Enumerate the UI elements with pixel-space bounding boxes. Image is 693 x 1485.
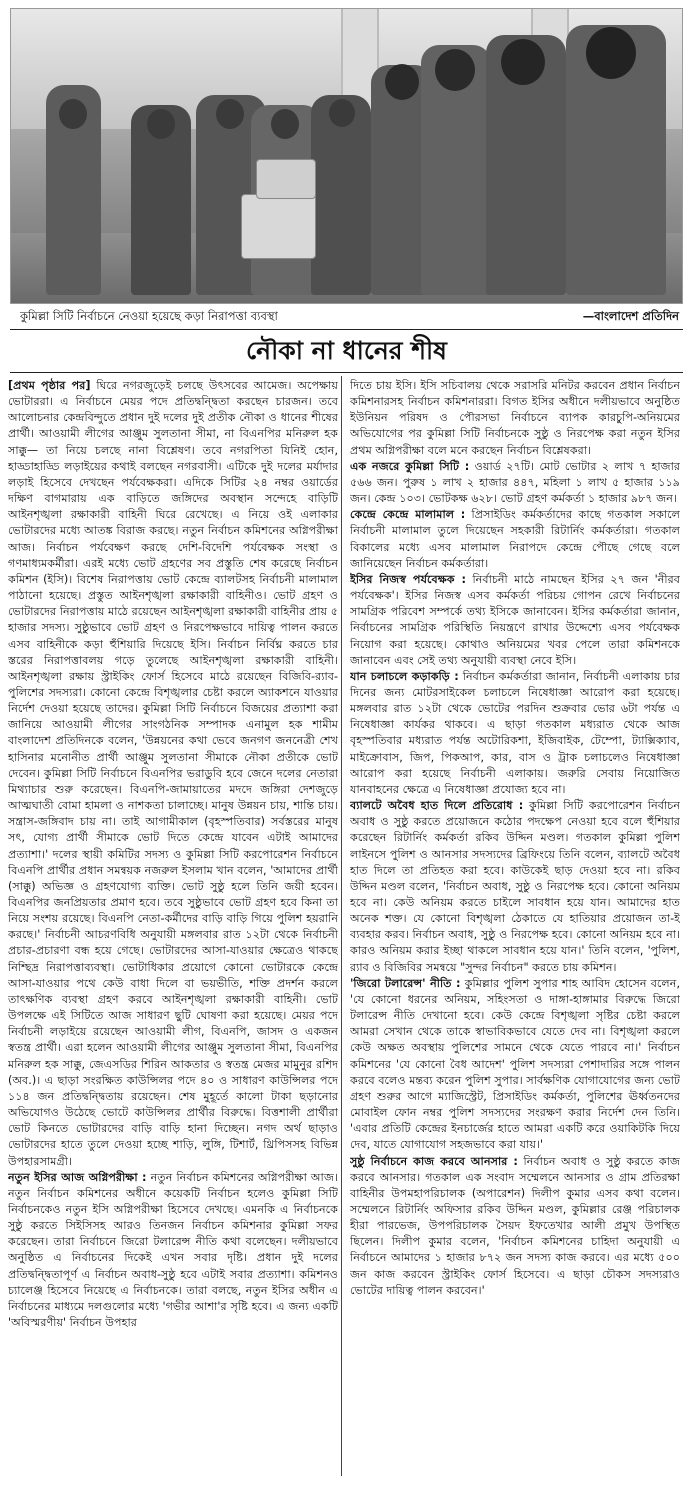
paragraph-text: প্রিসাইডিং কর্মকর্তাদের কাছে গতকাল সকালে নির্বাচনী মালামাল তুলে দিয়েছেন সহকারী রিটার্নিং কর্মকর্তারা। গতকাল বিকালের মধ্যে এসব মালামাল নিরাপদে কেন্দ্রে পৌছে গেছে বলে জানিয়েছেন নির্বাচন কর্মকর্তারা। [350, 508, 680, 570]
paragraph-lead: এক নজরে কুমিল্লা সিটি : [350, 459, 470, 473]
photo-head [59, 99, 87, 129]
photo-caption: কুমিল্লা সিটি নির্বাচনে নেওয়া হয়েছে কড়া নিরাপত্তা ব্যবস্থা [20, 309, 278, 323]
paragraph [350, 1154, 680, 1299]
paragraph-text: দিতে চায় ইসি। ইসি সচিবালয় থেকে সরাসরি মনিটর করবেন প্রধান নির্বাচন কমিশনারসহ নির্বাচন কমিশনাররা। বিগত ইসির অধীনে দলীয়ভাবে অনুষ্ঠিত ইউনিয়ন পরিষদ ও পৌরসভা নির্বাচনে ব্যাপক কারচুপি-অনিয়মের অভিযোগের পর কুমিল্লা সিটি নির্বাচনকে সুষ্ঠু ও নিরপেক্ষ করা নতুন ইসির প্রথম অগ্নিপরীক্ষা বলে মনে করছেন নির্বাচন বিশ্লেষকরা। [350, 379, 680, 457]
photo-credit: —বাংলাদেশ প্রতিদিন [582, 309, 679, 323]
article-column-right [350, 378, 680, 1478]
article-column-left [8, 378, 338, 1478]
paragraph [350, 507, 680, 572]
photo-helmet [385, 64, 419, 100]
headline-rule [10, 372, 683, 373]
photo-ballot-box [256, 159, 316, 199]
paragraph-text: কুমিল্লার পুলিশ সুপার শাহ আবিদ হোসেন বলেন, 'যে কোনো ধরনের অনিয়ম, সহিংসতা ও দাঙ্গা-হাঙ্গামার বিরুদ্ধে জিরো টলারেন্স নীতি দেখানো হবে। কেউ কেন্দ্রে বিশৃঙ্খলা সৃষ্টির চেষ্টা করলে আমরা সেখান থেকে তাকে স্বাভাবিকভাবে যেতে দেব না। বিশৃঙ্খলা করলে কেউ অক্ষত অবস্থায় পুলিশের সামনে থেকে যেতে পারবে না।' নির্বাচন কমিশনের 'যে কোনো বৈধ আদেশ' পুলিশ সদস্যরা পেশাদারির সঙ্গে পালন করবে বলেও মন্তব্য করেন পুলিশ সুপার। সার্বক্ষণিক যোগাযোগের জন্য ভোট গ্রহণ শুরুর আগে ম্যাজিস্ট্রেট, প্রিসাইডিং কর্মকর্তা, পুলিশের ঊর্ধ্বতনদের মোবাইল ফোন নম্বর পুলিশ সদস্যদের সংরক্ষণ করার নির্দেশ দেন তিনি। 'এবার প্রতিটি কেন্দ্রের ইনচার্জের হাতে আমরা একটি করে ওয়াকিটকি দিয়ে দেব, যাতে যোগাযোগ সহজভাবে করা যায়।' [350, 976, 680, 1152]
paragraph-lead: যান চলাচলে কড়াকড়ি : [350, 669, 459, 683]
paragraph-lead: সুষ্ঠু নির্বাচনে কাজ করবে আনসার : [350, 1154, 518, 1168]
paragraph-lead: 'জিরো টলারেন্স' নীতি : [350, 976, 461, 990]
paragraph [350, 572, 680, 669]
paragraph-lead: ইসির নিজস্ব পর্যবেক্ষক : [350, 572, 466, 586]
news-photo [10, 8, 683, 304]
photo-helmet [435, 49, 475, 91]
paragraph-text: নতুন নির্বাচন কমিশনের অগ্নিপরীক্ষা আজ। নতুন নির্বাচন কমিশনের অধীনে কয়েকটি নির্বাচন হলেও কুমিল্লা সিটি নির্বাচনকেও নতুন ইসি অগ্নিপরীক্ষা হিসেবে দেখছে। এমনকি এ নির্বাচনকে সুষ্ঠু করতে সিইসিসহ আরও তিনজন নির্বাচন কমিশনার কুমিল্লা সফর করেছেন। তারা নির্বাচনে জিরো টলারেন্স নীতি কথা বলেছেন। দলীয়ভাবে অনুষ্ঠিত এ নির্বাচনের দিকেই এখন সবার দৃষ্টি। প্রধান দুই দলের প্রতিদ্বন্দ্বিতাপূর্ণ এ নির্বাচন অবাধ-সুষ্ঠু হবে এটাই সবার প্রত্যাশা। কমিশনও চ্যালেঞ্জ হিসেবে নিয়েছে এ নির্বাচনকে। তারা বলছে, নতুন ইসির অধীন এ নির্বাচনের মাধ্যমে দলগুলোর মধ্যে 'গভীর আশা'র সৃষ্টি হবে। এ জন্য একটি 'অবিস্মরণীয়' নির্বাচন উপহার [8, 1170, 338, 1330]
paragraph-text: ওয়ার্ড ২৭টি। মোট ভোটার ২ লাখ ৭ হাজার ৫৬৬ জন। পুরুষ ১ লাখ ২ হাজার ৪৪৭, মহিলা ১ লাখ ৫ হাজার ১১৯ জন। কেন্দ্র ১০৩। ভোটকক্ষ ৬২৮। ভোট গ্রহণ কর্মকর্তা ১ হাজার ৯৮৭ জন। [350, 459, 680, 506]
paragraph [8, 378, 338, 1170]
paragraph [350, 459, 680, 507]
photo-caption-row [10, 306, 683, 326]
paragraph-lead: কেন্দ্রে কেন্দ্রে মালামাল : [350, 508, 466, 522]
paragraph-lead: ব্যালটে অবৈধ হাত দিলে প্রতিরোধ : [350, 799, 524, 813]
paragraph-text: কুমিল্লা সিটি করপোরেশন নির্বাচন অবাধ ও সুষ্ঠু করতে প্রয়োজনে কঠোর পদক্ষেপ নেওয়া হবে বলে হুঁশিয়ার করেছেন রিটার্নিং কর্মকর্তা রকিব উদ্দিন মণ্ডল। গতকাল কুমিল্লা পুলিশ লাইনসে পুলিশ ও আনসার সদস্যদের ব্রিফিংয়ে তিনি বলেন, ব্যালটে অবৈধ হাত দিলে তা প্রতিহত করা হবে। কাউকেই ছাড় দেওয়া হবে না। রকিব উদ্দিন মণ্ডল বলেন, 'নির্বাচন অবাধ, সুষ্ঠু ও নিরপেক্ষ হবে। কোনো অনিয়ম হবে না। কেউ অনিয়ম করতে চাইলে সাবধান হয়ে যান। আমাদের হাত অনেক শক্ত। যে কোনো বিশৃঙ্খলা ঠেকাতে যে হাতিয়ার প্রয়োজন তা-ই ব্যবহার করব। নির্বাচন অবাধ, সুষ্ঠু ও নিরপেক্ষ হবে। কোনো অনিয়ম হবে না। কারও অনিয়ম করার ইচ্ছা থাকলে সাবধান হয়ে যান।' তিনি বলেন, 'পুলিশ, র‌্যাব ও বিজিবির সমন্বয়ে "সুন্দর নির্বাচন" করতে চায় কমিশন। [350, 799, 680, 974]
photo-helmet [586, 27, 636, 79]
paragraph-text: নির্বাচনী মাঠে নামছেন ইসির ২৭ জন 'নীরব পর্যবেক্ষক'। ইসির নিজস্ব এসব কর্মকর্তা পরিচয় গোপন রেখে নির্বাচনের সামগ্রিক পরিবেশ সম্পর্কে তথ্য ইসিকে জানাবেন। ইসির কর্মকর্তারা জানান, নির্বাচনের সামগ্রিক পরিস্থিতি নিয়ন্ত্রণে রাখার উদ্দেশ্যে এসব পর্যবেক্ষক নিয়োগ করা হয়েছে। কোথাও অনিয়মের খবর পেলে তারা কমিশনকে জানাবেন এবং সেই তথ্য অনুযায়ী ব্যবস্থা নেবে ইসি। [350, 572, 680, 667]
top-rule [10, 329, 683, 330]
paragraph [350, 378, 680, 459]
photo-head [271, 109, 299, 139]
photo-head [329, 99, 355, 127]
paragraph [350, 798, 680, 976]
column-divider [341, 376, 342, 1476]
paragraph-lead: [প্রথম পৃষ্ঠার পর] [8, 379, 91, 392]
paragraph [350, 669, 680, 798]
photo-helmet [501, 39, 545, 85]
paragraph-lead: নতুন ইসির আজ অগ্নিপরীক্ষা : [8, 1170, 147, 1184]
paragraph [350, 976, 680, 1154]
paragraph-text: ঘিরে নগরজুড়েই চলছে উৎসবের আমেজ। অপেক্ষায় ভোটাররা। এ নির্বাচনে মেয়র পদে প্রতিদ্বন্দ্বিতা করছেন চারজন। তবে আলোচনার কেন্দ্রবিন্দুতে প্রধান দুই দলের দুই প্রতীক নৌকা ও ধানের শীষের প্রার্থী। আওয়ামী লীগের আঞ্জুম সুলতানা সীমা, না বিএনপির মনিরুল হক সাক্কু— তা নিয়ে চলছে নানা বিশ্লেষণ। তবে নগরপিতা যিনিই হোন, হাড্ডাহাড্ডি লড়াইয়ের কথাই বলছেন নগরবাসী। এটিকে দুই দলের মর্যাদার লড়াই হিসেবে দেখছেন পর্যবেক্ষকরা। এদিকে সিটির ২৪ নম্বর ওয়ার্ডের দক্ষিণ বাগমারায় এক বাড়িতে জঙ্গিদের অবস্থান সন্দেহে বাড়িটি আইনশৃঙ্খলা রক্ষাকারী বাহিনী ঘিরে রেখেছে। এ নিয়ে ওই এলাকার ভোটারদের মধ্যে আতঙ্ক বিরাজ করছে। নতুন নির্বাচন কমিশনের অগ্নিপরীক্ষা আজ। নির্বাচন পর্যবেক্ষণ করছে দেশি-বিদেশি পর্যবেক্ষক সংস্থা ও গণমাধ্যমকর্মীরা। এরই মধ্যে ভোট গ্রহণের সব প্রস্তুতি শেষ করেছে নির্বাচন কমিশন (ইসি)। বিশেষ নিরাপত্তায় ভোট কেন্দ্রে ব্যালটসহ নির্বাচনী মালামাল পাঠানো হয়েছে। প্রস্তুত আইনশৃঙ্খলা রক্ষাকারী বাহিনীও। ভোট গ্রহণ ও ভোটারদের নিরাপত্তায় মাঠে রয়েছেন আইনশৃঙ্খলা রক্ষাকারী বাহিনীর প্রায় ৫ হাজার সদস্য। সুষ্ঠুভাবে ভোট গ্রহণ ও নিরপেক্ষভাবে দায়িত্ব পালন করতে এসব বাহিনীকে কড়া হুঁশিয়ারি দিয়েছে ইসি। নির্বাচন নির্বিঘ্ন করতে চার স্তরের নিরাপত্তাবলয় গড়ে তুলেছে আইনশৃঙ্খলা রক্ষাকারী বাহিনী। আইনশৃঙ্খলা রক্ষায় স্ট্রাইকিং ফোর্স হিসেবে মাঠে রয়েছেন বিজিবি-র‌্যাব-পুলিশের সদস্যরা। কোনো কেন্দ্রে বিশৃঙ্খলার চেষ্টা করলে অ্যাকশনে যাওয়ার নির্দেশ দেওয়া হয়েছে তাদের। কুমিল্লা সিটি নির্বাচনে বিজয়ের প্রত্যাশা করা জানিয়ে আওয়ামী লীগের সাংগঠনিক সম্পাদক এনামুল হক শামীম বাংলাদেশ প্রতিদিনকে বলেন, 'উন্নয়নের কথা ভেবে জনগণ জননেত্রী শেখ হাসিনার মনোনীত প্রার্থী আঞ্জুম সুলতানা সীমাকে নৌকা প্রতীকে ভোট দেবেন। কুমিল্লা সিটি নির্বাচনে বিএনপির ভরাডুবি হবে জেনে দলের নেতারা মিথ্যাচার শুরু করেছেন। বিএনপি-জামায়াতের মদদে জঙ্গিরা দেশজুড়ে আত্মঘাতী বোমা হামলা ও নাশকতা চালাচ্ছে। মানুষ উন্নয়ন চায়, শান্তি চায়। সন্ত্রাস-জঙ্গিবাদ চায় না। তাই আগামীকাল (বৃহস্পতিবার) সর্বস্তরের মানুষ সৎ, যোগ্য প্রার্থী সীমাকে ভোট দিতে কেন্দ্রে যাবেন এটাই আমাদের প্রত্যাশা।' দলের স্থায়ী কমিটির সদস্য ও কুমিল্লা সিটি করপোরেশন নির্বাচনে বিএনপি প্রার্থীর প্রধান সমন্বয়ক নজরুল ইসলাম খান বলেন, 'আমাদের প্রার্থী (সাক্কু) অভিজ্ঞ ও গ্রহণযোগ্য ব্যক্তি। ভোট সুষ্ঠু হলে তিনি জয়ী হবেন। বিএনপির জনপ্রিয়তার প্রমাণ হবে। তবে সুষ্ঠুভাবে ভোট গ্রহণ হবে কিনা তা নিয়ে সংশয় রয়েছে। বিএনপি নেতা-কর্মীদের বাড়ি বাড়ি গিয়ে পুলিশ হয়রানি করছে।' নির্বাচনী আচরণবিধি অনুযায়ী মঙ্গলবার রাত ১২টা থেকে নির্বাচনী প্রচার-প্রচারণা বন্ধ হয়ে গেছে। ভোটারদের আসা-যাওয়ার ক্ষেত্রেও থাকছে নিশ্ছিদ্র নিরাপত্তাব্যবস্থা। ভোটাধিকার প্রয়োগে কোনো ভোটারকে কেন্দ্রে আসা-যাওয়ার পথে কেউ বাধা দিলে বা ভয়ভীতি, শক্তি প্রদর্শন করলে তাৎক্ষণিক ব্যবস্থা গ্রহণ করবে আইনশৃঙ্খলা রক্ষাকারী বাহিনী। ভোট উপলক্ষে এই সিটিতে আজ সাধারণ ছুটি ঘোষণা করা হয়েছে। মেয়র পদে নির্বাচনী লড়াইয়ে রয়েছেন আওয়ামী লীগ, বিএনপি, জাসদ ও একজন স্বতন্ত্র প্রার্থী। এরা হলেন আওয়ামী লীগের আঞ্জুম সুলতানা সীমা, বিএনপির মনিরুল হক সাক্কু, জেএসডির শিরিন আকতার ও স্বতন্ত্র মেজর মামুনুর রশিদ (অব.)। এ ছাড়া সংরক্ষিত কাউন্সিলর পদে ৪০ ও সাধারণ কাউন্সিলর পদে ১১৪ জন প্রতিদ্বন্দ্বিতায় রয়েছেন। শেষ মুহূর্তে কালো টাকা ছড়ানোর অভিযোগও উঠেছে ভোটে কাউন্সিলর প্রার্থীর বিরুদ্ধে। বিত্তশালী প্রার্থীরা ভোট কিনতে ভোটারদের বাড়ি বাড়ি হানা দিচ্ছেন। নগদ অর্থ ছাড়াও ভোটারদের হাতে তুলে দেওয়া হচ্ছে শাড়ি, লুঙ্গি, টিশার্ট, থ্রিপিসসহ বিভিন্ন উপহারসামগ্রী। [8, 379, 338, 1168]
article-headline: নৌকা না ধানের শীষ [246, 336, 447, 365]
photo-head [147, 109, 175, 139]
paragraph [8, 1170, 338, 1332]
paragraph-text: নির্বাচন অবাধ ও সুষ্ঠু করতে কাজ করবে আনসার। গতকাল এক সংবাদ সম্মেলনে আনসার ও গ্রাম প্রতিরক্ষা বাহিনীর উপমহাপরিচালক (অপারেশন) দিলীপ কুমার এসব কথা বলেন। সম্মেলনে রিটার্নিং অফিসার রকিব উদ্দিন মণ্ডল, কুমিল্লার রেঞ্জ পরিচালক হীরা পারভেজ, উপপরিচালক সৈয়দ ইফতেখার আলী প্রমুখ উপস্থিত ছিলেন। দিলীপ কুমার বলেন, 'নির্বাচন কমিশনের চাহিদা অনুযায়ী এ নির্বাচনে আমাদের ১ হাজার ৮৭২ জন সদস্য কাজ করবে। এর মধ্যে ৫০০ জন কাজ করবেন স্ট্রাইকিং ফোর্স হিসেবে। এ ছাড়া চৌকস সদস্যরাও ভোটের দায়িত্ব পালন করবেন।' [350, 1154, 680, 1297]
photo-head [216, 99, 244, 129]
paragraph-text: নির্বাচন কর্মকর্তারা জানান, নির্বাচনী এলাকায় চার দিনের জন্য মোটরসাইকেল চলাচলে নিষেধাজ্ঞা আরোপ করা হয়েছে। মঙ্গলবার রাত ১২টা থেকে ভোটের পরদিন শুক্রবার ভোর ৬টা পর্যন্ত এ নিষেধাজ্ঞা কার্যকর থাকবে। এ ছাড়া গতকাল মধ্যরাত থেকে আজ বৃহস্পতিবার মধ্যরাত পর্যন্ত অটোরিকশা, ইজিবাইক, টেম্পো, ট্যাক্সিক্যাব, মাইক্রোবাস, জিপ, পিকআপ, কার, বাস ও ট্রাক চলাচলেও নিষেধাজ্ঞা আরোপ করা হয়েছে নির্বাচনী এলাকায়। জরুরি সেবায় নিয়োজিত যানবাহনের ক্ষেত্রে এ নিষেধাজ্ঞা প্রযোজ্য হবে না। [350, 669, 680, 796]
photo-ballot-box [241, 194, 316, 259]
